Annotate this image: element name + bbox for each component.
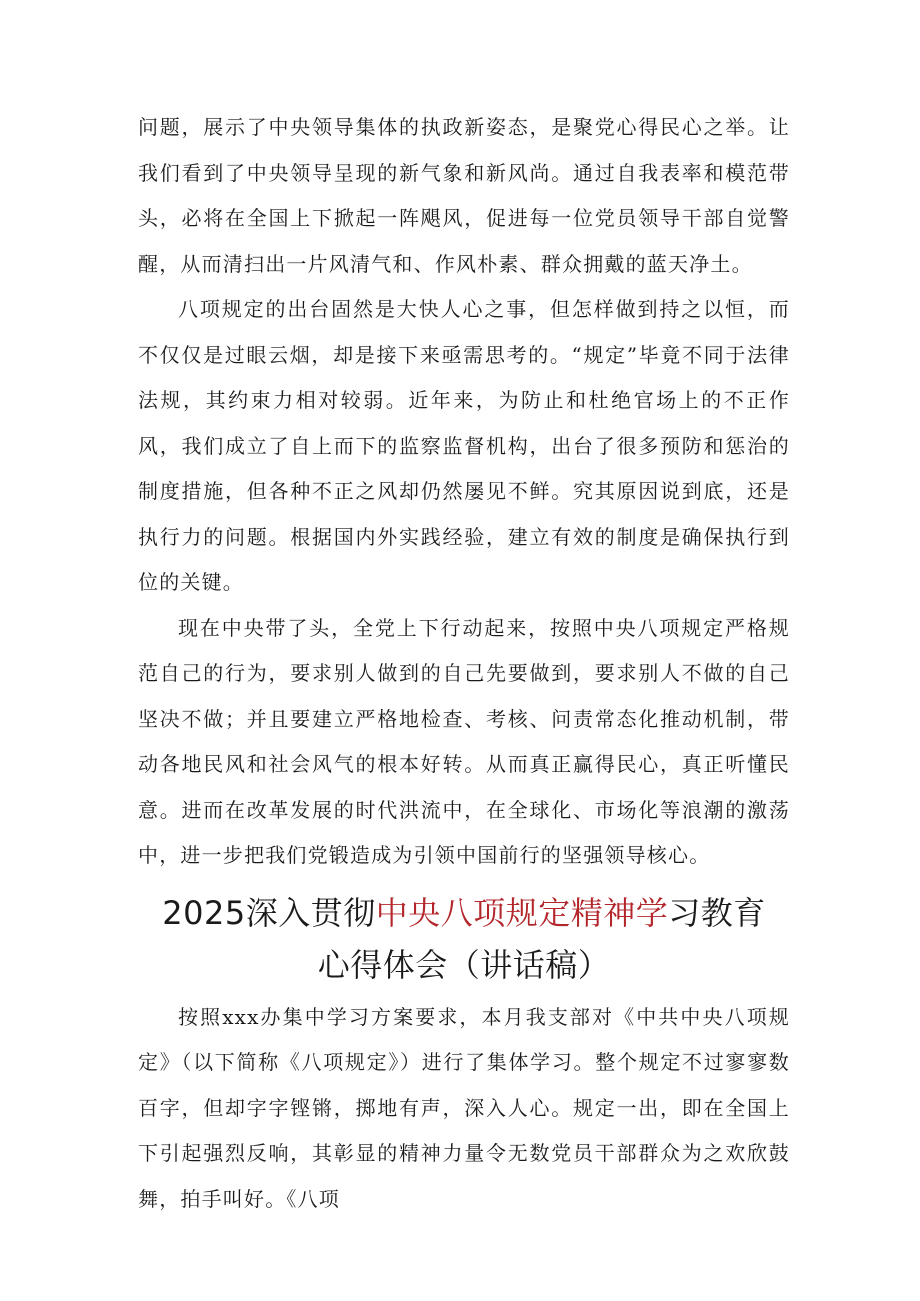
body-paragraph-4: 按照xxx办集中学习方案要求，本月我支部对《中共中央八项规定》（以下简称《八项规定》）进行了集体学习。整个规定不过寥寥数百字，但却字字铿锵，掷地有声，深入人心。规定一出，即在全国上下引起强烈反响，其彰显的精神力量令无数党员干部群众为之欢欣鼓舞，拍手叫好。《八项 [138,1004,790,1211]
body-paragraph-1: 问题，展示了中央领导集体的执政新姿态，是聚党心得民心之举。让我们看到了中央领导呈现的新气象和新风尚。通过自我表率和模范带头，必将在全国上下掀起一阵飓风，促进每一位党员领导干部自觉警醒，从而清扫出一片风清气和、作风朴素、群众拥戴的蓝天净土。 [138,115,790,276]
heading-part-3: 习教育 [668,893,766,932]
body-paragraph-2: 八项规定的出台固然是大快人心之事，但怎样做到持之以恒，而不仅仅是过眼云烟，却是接下来亟需思考的。“规定”毕竟不同于法律法规，其约束力相对较弱。近年来，为防止和杜绝官场上的不正作风，我们成立了自上而下的监察监督机构，出台了很多预防和惩治的制度措施，但各种不正之风却仍然屡见不鲜。究其原因说到底，还是执行力的问题。根据国内外实践经验，建立有效的制度是确保执行到位的关键。 [138,297,790,594]
body-paragraph-3: 现在中央带了头，全党上下行动起来，按照中央八项规定严格规范自己的行为，要求别人做到的自己先要做到，要求别人不做的自己坚决不做；并且要建立严格地检查、考核、问责常态化推动机制，带动各地民风和社会风气的根本好转。从而真正赢得民心，真正听懂民意。进而在改革发展的时代洪流中，在全球化、市场化等浪潮的激荡中，进一步把我们党锻造成为引领中国前行的坚强领导核心。 [138,615,790,867]
heading-part-1: 2025深入贯彻 [162,893,376,932]
section-heading [138,887,790,991]
heading-line-2: 心得体会（讲话稿） [317,945,611,984]
heading-accent: 中央八项规定精神学 [375,893,669,932]
